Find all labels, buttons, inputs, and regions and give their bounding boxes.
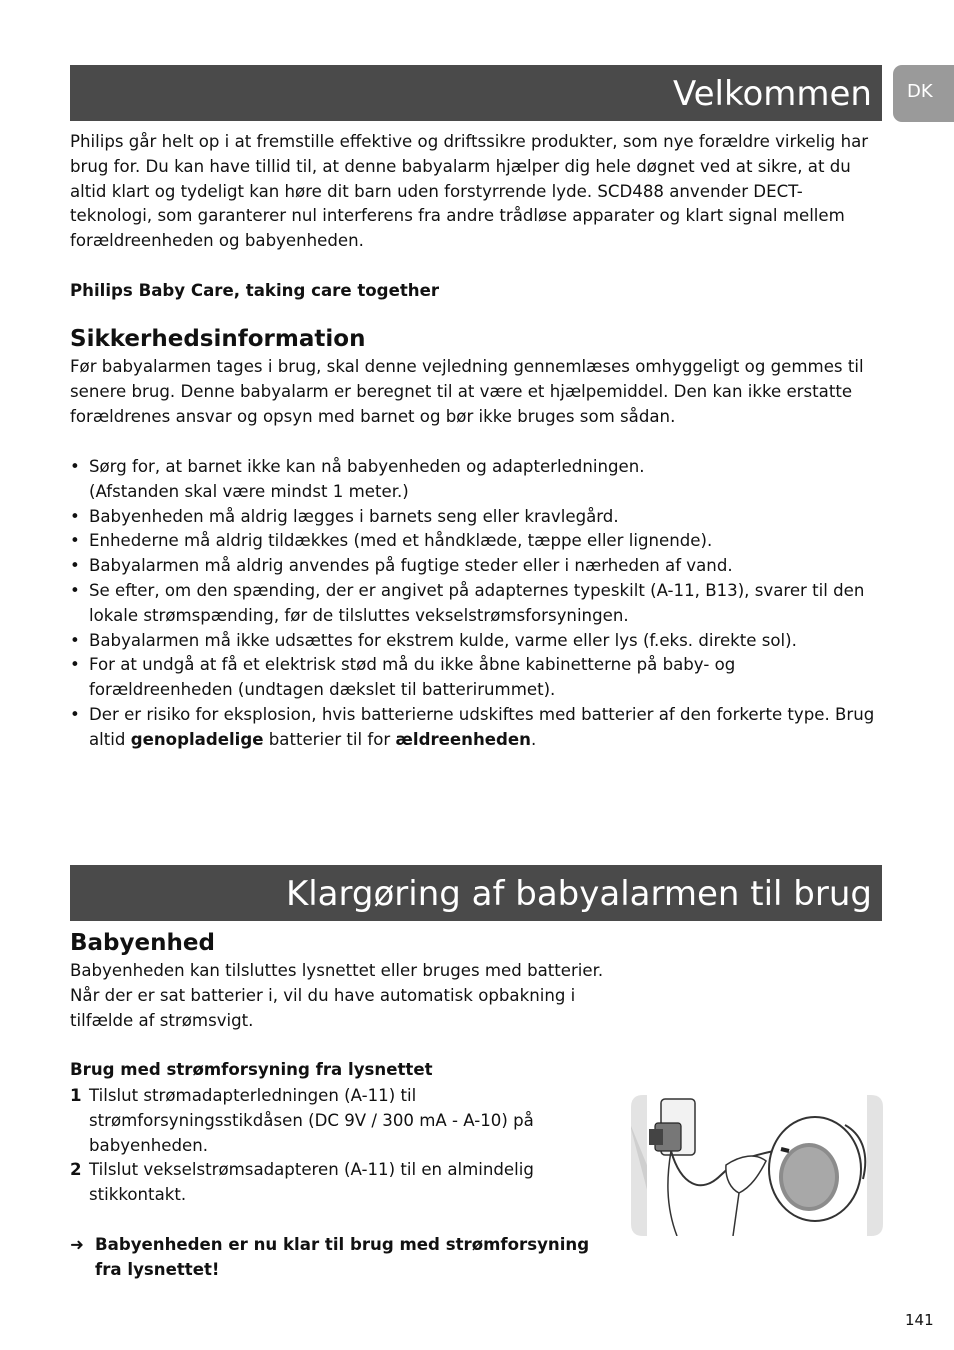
list-item: • For at undgå at få et elektrisk stød må du ikke åbne kabinetterne på baby- og forældreenheden (undtagen dækslet til batterirummet). (70, 653, 882, 703)
step-number: 2 (70, 1160, 82, 1180)
list-item: • Babyalarmen må ikke udsættes for ekstrem kulde, varme eller lys (f.eks. direkte sol). (70, 629, 882, 654)
page-number: 141 (905, 1311, 934, 1329)
language-tab-label: DK (907, 81, 933, 102)
section-title: Velkommen (673, 74, 872, 114)
result-note (70, 1233, 610, 1283)
list-item: • Enhederne må aldrig tildækkes (med et håndklæde, tæppe eller lignende). (70, 529, 882, 554)
emphasis: ældreenheden (395, 729, 531, 749)
illustration-adapter-connection (631, 1095, 883, 1236)
list-item: • Se efter, om den spænding, der er angivet på adapternes typeskilt (A-11, B13), svarer til den lokale strømspænding, før de tilsluttes vekselstrømsforsyningen. (70, 579, 882, 629)
steps-list (70, 1084, 590, 1208)
list-item (70, 1084, 590, 1158)
emphasis: genopladelige (130, 729, 264, 749)
babyunit-heading: Babyenhed (70, 930, 215, 956)
safety-paragraph: Før babyalarmen tages i brug, skal denne vejledning gennemlæses omhyggeligt og gemmes til senere brug. Denne babyalarm er beregnet til at være et hjælpemiddel. Den kan ikke erstatte forældrenes ansvar og opsyn med barnet og bør ikke bruges som sådan. (70, 357, 864, 426)
step-text: Tilslut strømadapterledningen (A-11) til strømforsyningsstikdåsen (DC 9V / 300 mA - A-10) på babyenheden. (89, 1086, 534, 1155)
language-tab (893, 65, 954, 122)
safety-list (70, 455, 882, 753)
list-item: • Sørg for, at barnet ikke kan nå babyenheden og adapterledningen. (Afstanden skal være mindst 1 meter.) (70, 455, 882, 505)
step-text: Tilslut vekselstrømsadapteren (A-11) til en almindelig stikkontakt. (89, 1160, 534, 1205)
list-item: • Babyalarmen må aldrig anvendes på fugtige steder eller i nærheden af vand. (70, 554, 882, 579)
list-item: • Der er risiko for eksplosion, hvis batterierne udskiftes med batterier af den forkerte type. Brug altid genopladelige batterier til for ældreenheden. (70, 703, 882, 753)
mains-heading: Brug med strømforsyning fra lysnettet (70, 1060, 433, 1079)
section-banner-velkommen (70, 65, 882, 121)
list-item: • Babyenheden må aldrig lægges i barnets seng eller kravlegård. (70, 505, 882, 530)
tagline: Philips Baby Care, taking care together (70, 281, 440, 300)
section-title: Klargøring af babyalarmen til brug (285, 874, 872, 914)
arrow-right-icon: ➜ (70, 1235, 84, 1254)
step-number: 1 (70, 1086, 82, 1105)
list-item (70, 1158, 590, 1208)
babyunit-paragraph: Babyenheden kan tilsluttes lysnettet eller bruges med batterier. Når der er sat batterier i, vil du have automatisk opbakning i tilfælde af strømsvigt. (70, 961, 604, 1030)
intro-paragraph: Philips går helt op i at fremstille effektive og driftssikre produkter, som nye forældre virkelig har brug for. Du kan have tillid til, at denne babyalarm hjælper dig hele døgnet ved at sikre, at du altid klart og tydeligt kan høre dit barn uden forstyrrende lyde. SCD488 anvender DECT-teknologi, som garanterer nul interferens fra andre trådløse apparater og klart signal mellem forældreenheden og babyenheden. (70, 132, 869, 251)
safety-heading: Sikkerhedsinformation (70, 326, 366, 352)
section-banner-setup (70, 865, 882, 921)
result-text: Babyenheden er nu klar til brug med strømforsyning fra lysnettet! (95, 1235, 590, 1279)
